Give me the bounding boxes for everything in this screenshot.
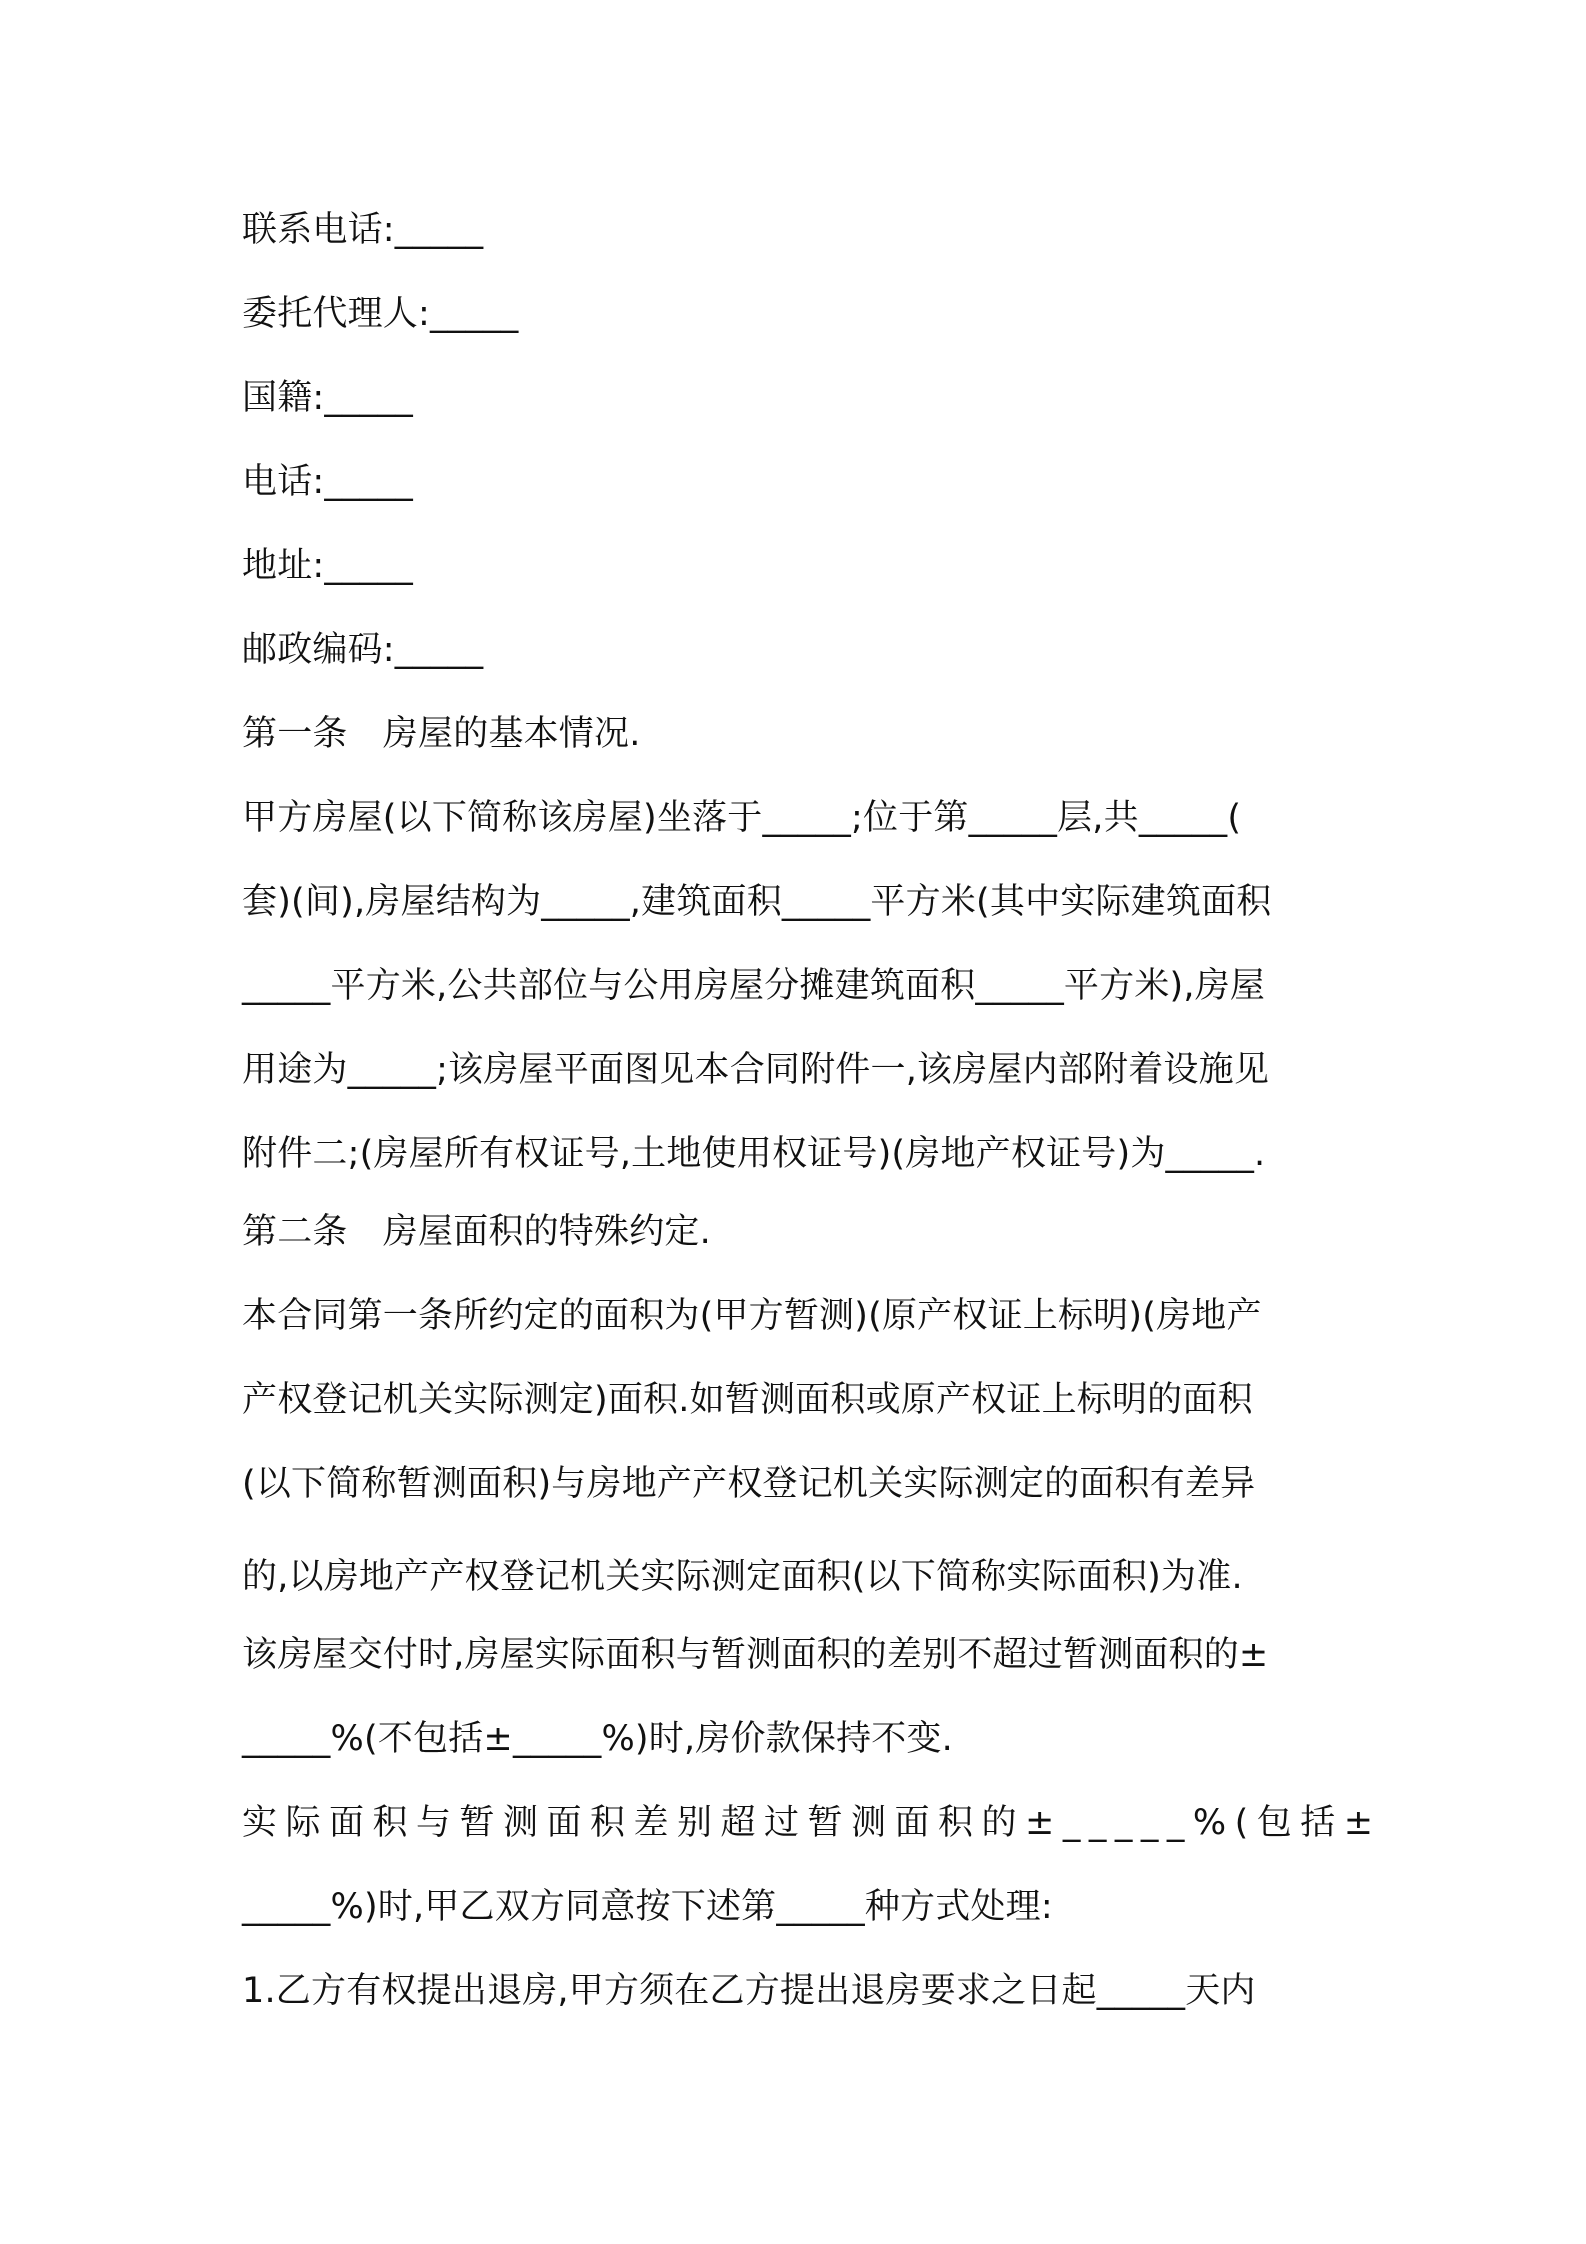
paragraph-line: 套)(间),房屋结构为_____,建筑面积_____平方米(其中实际建筑面积 xyxy=(242,882,1272,922)
postal-code-line: 邮政编码:_____ xyxy=(242,630,484,670)
article-one-heading: 第一条 房屋的基本情况. xyxy=(242,714,641,754)
paragraph-line: 甲方房屋(以下简称该房屋)坐落于_____;位于第_____层,共_____( xyxy=(242,798,1242,838)
paragraph-line: 该房屋交付时,房屋实际面积与暂测面积的差别不超过暂测面积的± xyxy=(242,1635,1269,1675)
contact-phone-line: 联系电话:_____ xyxy=(242,210,484,250)
paragraph-line: 本合同第一条所约定的面积为(甲方暂测)(原产权证上标明)(房地产 xyxy=(242,1296,1262,1336)
address-line: 地址:_____ xyxy=(242,546,413,586)
paragraph-line: 附件二;(房屋所有权证号,土地使用权证号)(房地产权证号)为_____. xyxy=(242,1134,1266,1174)
nationality-line: 国籍:_____ xyxy=(242,378,413,418)
paragraph-line: _____%)时,甲乙双方同意按下述第_____种方式处理: xyxy=(242,1887,1053,1927)
paragraph-line: 1.乙方有权提出退房,甲方须在乙方提出退房要求之日起_____天内 xyxy=(242,1971,1256,2011)
paragraph-line: _____平方米,公共部位与公用房屋分摊建筑面积_____平方米),房屋 xyxy=(242,966,1266,1006)
paragraph-line: 产权登记机关实际测定)面积.如暂测面积或原产权证上标明的面积 xyxy=(242,1380,1253,1420)
paragraph-line: 实际面积与暂测面积差别超过暂测面积的±_____%(包括± xyxy=(242,1803,1382,1843)
paragraph-line: (以下简称暂测面积)与房地产产权登记机关实际测定的面积有差异 xyxy=(242,1464,1256,1504)
paragraph-line: 用途为_____;该房屋平面图见本合同附件一,该房屋内部附着设施见 xyxy=(242,1050,1270,1090)
agent-line: 委托代理人:_____ xyxy=(242,294,519,334)
phone-line: 电话:_____ xyxy=(242,462,413,502)
paragraph-line: _____%(不包括±_____%)时,房价款保持不变. xyxy=(242,1719,954,1759)
article-two-heading: 第二条 房屋面积的特殊约定. xyxy=(242,1212,711,1252)
paragraph-line: 的,以房地产产权登记机关实际测定面积(以下简称实际面积)为准. xyxy=(242,1557,1243,1597)
